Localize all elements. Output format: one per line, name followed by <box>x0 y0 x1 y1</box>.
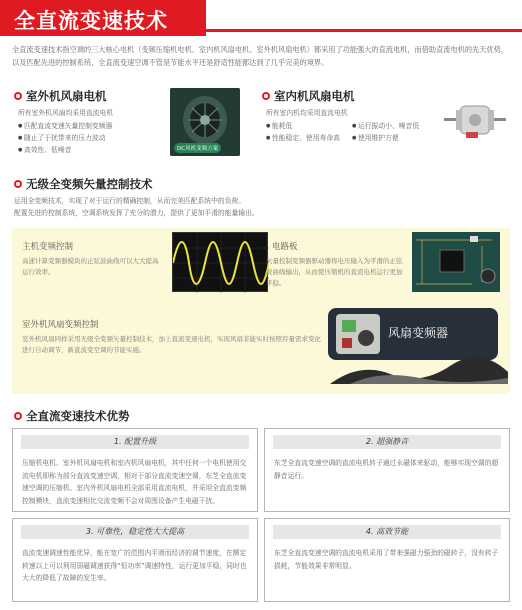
indoor-fan-desc: 所有室内机均采用直流电机 <box>266 109 348 117</box>
intro-paragraph: 全直流变速技术指空调的三大核心电机（变频压缩机电机、室内机风扇电机、室外机风扇电机）都采用了功能强大的直流电机，而借助直流电机的先天优势，以及匹配先进的控制系统，全直流变速空调不管是节能水平还是舒适性能都达到了几乎完美的境界。 <box>12 45 508 67</box>
indoor-motor-image <box>440 88 510 156</box>
photo-caption: DC风机变频方案 <box>174 143 221 153</box>
bullet-ring-icon <box>14 92 22 100</box>
indoor-fan-bullets-right <box>352 120 419 144</box>
fan-inverter-label: 风扇变频器 <box>388 326 449 340</box>
circuit-board-desc: 矢量控制变频器驱动器将电压输入为平滑的正弦波曲线输出，从而使压缩机的直流电机运行更加平稳。 <box>266 257 403 287</box>
circuit-board-title: 电路板 <box>272 242 298 252</box>
vector-control-heading <box>14 176 153 192</box>
vector-control-heading-text: 无级全变频矢量控制技术 <box>26 177 153 191</box>
indoor-fan-bullets-left <box>266 120 340 144</box>
bullet-ring-icon <box>14 180 22 188</box>
main-inverter-desc: 高速计算变频器模块的正弦波曲线可以大大提高运行效率。 <box>22 257 159 276</box>
advantages-heading <box>14 408 130 424</box>
list-item: ● 高效性、低噪音 <box>18 144 112 156</box>
outdoor-fan-motor-photo <box>170 88 240 156</box>
outdoor-fan-inverter-desc: 室外机风扇同样采用无级全变频矢量控制技术，加上直流变速电机，实现风扇非能实时按照容量需求变化进行自动调节，新直流变空调的节能实施。 <box>22 335 321 354</box>
outdoor-fan-heading-text: 室外机风扇电机 <box>26 89 107 103</box>
advantage-text: 东芝全直流变速空调的直流电机采用了带来强磁力强劲的磁转子，没有转子损耗，节能效果非常明显。 <box>274 549 499 570</box>
indoor-fan-heading-text: 室内机风扇电机 <box>274 89 355 103</box>
circuit-board-image <box>412 232 500 292</box>
vector-control-desc-2: 配置先进的控制系统，空调系统发挥了充分的潜力，提供了更加平滑的能量输出。 <box>14 209 259 217</box>
indoor-fan-heading <box>262 88 355 104</box>
sine-wave-graphic <box>173 233 269 293</box>
advantage-title: 3. 可靠性，稳定性大大提高 <box>21 525 249 539</box>
list-item: ● 性能稳定、使用寿命高 <box>266 132 340 144</box>
advantages-heading-text: 全直流变速技术优势 <box>26 409 130 423</box>
advantage-title: 1. 配置升级 <box>21 435 249 449</box>
main-inverter-title: 主机变频控制 <box>22 242 74 252</box>
indoor-fan-motor-photo <box>440 88 510 156</box>
list-item: ● 随止了于扰带来的压力波动 <box>18 132 112 144</box>
pcb-graphic <box>412 232 500 292</box>
list-item: ● 匹配直流变速矢量控制变频器 <box>18 120 112 132</box>
advantage-card <box>12 518 258 602</box>
oscilloscope-image <box>172 232 268 292</box>
list-item: ● 使用维护方便 <box>352 132 419 144</box>
advantage-card <box>12 428 258 512</box>
outdoor-fan-desc: 所有室外机风扇均采用直流电机 <box>18 109 114 117</box>
fan-blade-graphic <box>330 352 508 384</box>
page-title: 全直流变速技术 <box>14 9 168 33</box>
advantage-title: 2. 超强静音 <box>273 435 501 449</box>
title-background <box>0 0 206 36</box>
advantage-card <box>264 518 510 602</box>
bullet-ring-icon <box>262 92 270 100</box>
title-bar <box>0 0 522 36</box>
advantage-text: 压缩机电机、室外机风扇电机和室内机风扇电机，其中任何一个电机使用交流电机即称为部分直流变速空调，相对于部分直流变速空调，东芝全直流变速空调的压缩机、室内外机风扇电机全部采用直流电机，并采用全直流变频控制模块，直流变速相比交流变频不会对周围设备产生电磁干扰。 <box>22 459 247 505</box>
list-item: ● 运行振动小、噪音低 <box>352 120 419 132</box>
list-item: ● 能耗低 <box>266 120 340 132</box>
advantage-title: 4. 高效节能 <box>273 525 501 539</box>
outdoor-fan-bullets <box>18 120 112 156</box>
advantage-card <box>264 428 510 512</box>
advantage-text: 东芝全直流变速空调的直流电机转子通过永磁体来驱动，能够实现空调的超静音运行。 <box>274 459 499 480</box>
title-rule <box>206 29 522 32</box>
bullet-ring-icon <box>14 412 22 420</box>
outdoor-fan-heading <box>14 88 107 104</box>
advantage-text: 直流变速调速性能优异，能在宽广的范围内平滑而经济的调节速度，在额定转速以上可以利用弱磁调速获得“恒功率”调速特性，运行更加平稳，同时也大大的降低了故障的发生率。 <box>22 549 247 582</box>
vector-control-desc-1: 运用全变频技术，实现了对于运行的精确控制，从而完美匹配系统中的负荷。 <box>14 197 246 205</box>
outdoor-fan-inverter-title: 室外机风扇变频控制 <box>22 320 99 330</box>
